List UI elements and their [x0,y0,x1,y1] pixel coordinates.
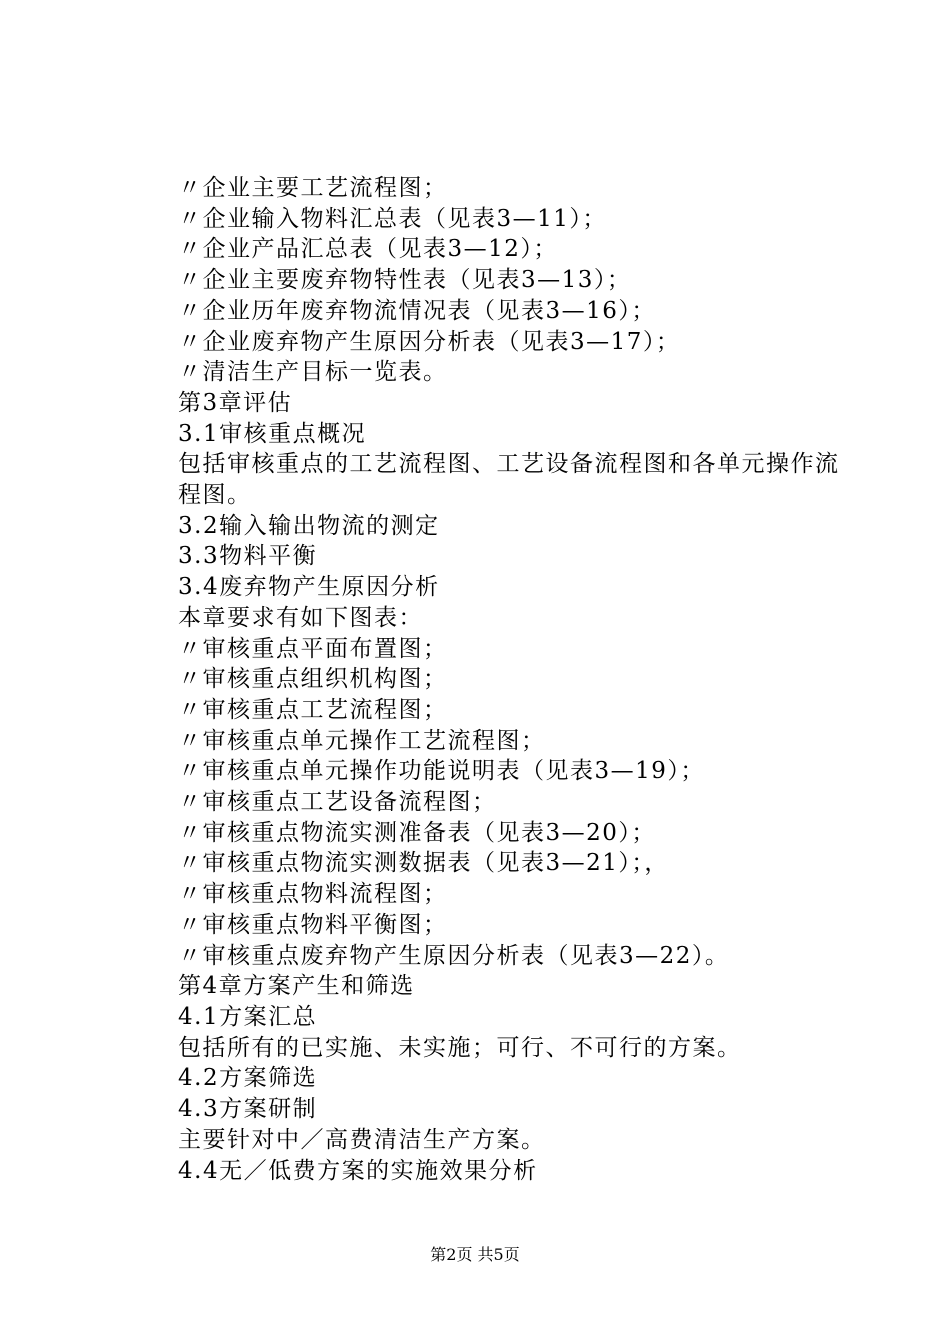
body-line: 〃审核重点单元操作工艺流程图； [178,727,546,754]
section-heading: 3.2输入输出物流的测定 [178,512,440,539]
body-line: 〃审核重点废弃物产生原因分析表（见表3—22）。 [178,942,730,969]
body-line: 主要针对中／高费清洁生产方案。 [178,1126,546,1153]
body-line: 〃清洁生产目标一览表。 [178,359,448,386]
body-line: 〃审核重点物流实测数据表（见表3—21）；， [178,850,669,877]
body-line: 〃企业输入物料汇总表（见表3—11）； [178,205,607,232]
document-body [130,173,850,1186]
body-line: 〃审核重点物料平衡图； [178,911,448,938]
section-heading: 3.3物料平衡 [178,543,318,570]
body-line: 〃审核重点单元操作功能说明表（见表3—19）； [178,758,705,785]
section-heading: 3.4废弃物产生原因分析 [178,574,440,601]
section-heading: 4.1方案汇总 [178,1003,318,1030]
body-line: 〃审核重点工艺设备流程图； [178,789,497,816]
body-line: 〃审核重点工艺流程图； [178,696,448,723]
page-footer: 第2页 共5页 [430,1245,520,1264]
body-line: 〃企业产品汇总表（见表3—12）； [178,236,558,263]
body-line: 〃企业废弃物产生原因分析表（见表3—17）； [178,328,681,355]
body-line: 〃审核重点物料流程图； [178,881,448,908]
section-heading: 4.4无／低费方案的实施效果分析 [178,1157,538,1184]
body-line: 〃企业主要工艺流程图； [178,175,448,201]
chapter-heading: 第4章方案产生和筛选 [178,973,415,1000]
section-heading: 3.1审核重点概况 [178,420,367,447]
body-line: 〃企业历年废弃物流情况表（见表3—16）； [178,297,656,324]
section-heading: 4.2方案筛选 [178,1065,318,1092]
body-line: 本章要求有如下图表： [178,604,423,631]
body-line: 〃审核重点物流实测准备表（见表3—20）； [178,819,656,846]
chapter-heading: 第3章评估 [178,389,293,416]
body-line: 〃审核重点平面布置图； [178,635,448,662]
section-heading: 4.3方案研制 [178,1096,318,1123]
body-line: 包括所有的已实施、未实施；可行、不可行的方案。 [178,1034,742,1061]
body-line: 〃企业主要废弃物特性表（见表3—13）； [178,267,632,294]
body-line: 〃审核重点组织机构图； [178,666,448,693]
body-paragraph: 包括审核重点的工艺流程图、工艺设备流程图和各单元操作流程图。 [178,451,840,509]
